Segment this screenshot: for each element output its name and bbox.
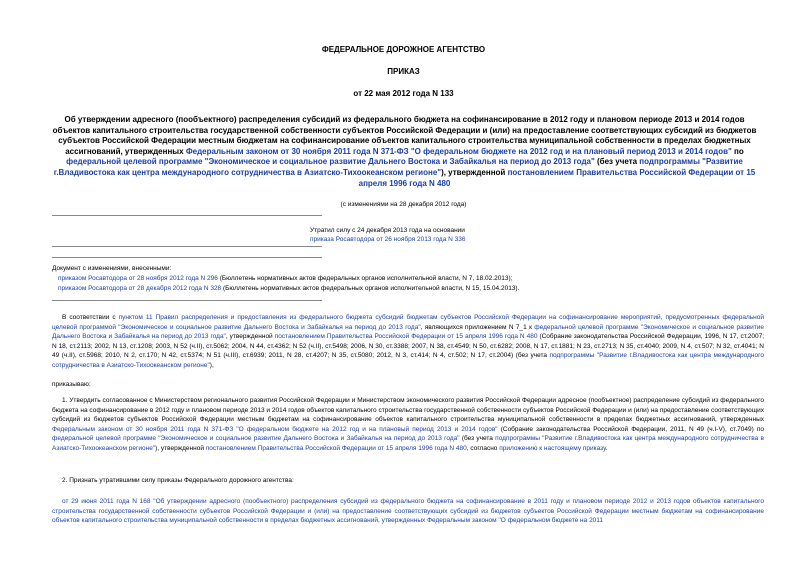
title-text-4: ), утвержденной [441,167,508,177]
item-1-link-appendix[interactable]: приложению к настоящему приказу [499,444,606,452]
item-1-link-resolution[interactable]: постановлением Правительства Российской Федерации от 15 апреля 1996 года N 480 [205,444,467,452]
divider [52,246,322,247]
document-date-number: от 22 мая 2012 года N 133 [353,89,454,98]
item-1-link-program[interactable]: федеральной целевой программе "Экономическое и социальное развитие Дальнего Востока и Забайкалья на период до 2013 года" [52,435,460,443]
amending-doc-text-2: (Бюллетень нормативных актов федеральных органов исполнительной власти, N 15, 15.04.2013). [221,285,520,292]
item-1-text: (без учета [459,435,496,443]
divider [52,300,322,301]
preamble-text: , утвержденной [225,333,275,341]
amending-docs-heading: Документ с изменениями, внесенными: [52,265,172,272]
divider [52,215,322,216]
amending-doc-link-1[interactable]: приказом Росавтодора от 28 ноября 2012 года N 296 [58,275,218,282]
title-link-federal-law[interactable]: Федеральным законом от 30 ноября 2011 года N 371-ФЗ "О федеральном бюджете на 2012 год и на плановый период 2013 и 2014 годов" [185,146,732,156]
amending-doc-item [52,274,772,284]
order-word: приказываю: [52,381,91,388]
document-title [52,115,757,189]
preamble-text: , являющихся приложением N 7_1 к [420,323,535,331]
amending-doc-text-1: (Бюллетень нормативных актов федеральных органов исполнительной власти, N 7, 18.02.2013); [217,275,513,282]
agency-name: ФЕДЕРАЛЬНОЕ ДОРОЖНОЕ АГЕНТСТВО [321,45,486,54]
preamble-text: (Собрание законодательства Российской Федерации, 1996, N 17, ст.2007; N 18, ст.2113; 2002, N 13, ст.1208; 2003, N 52 (ч.II), ст.5062; 2004, N 44, ст.4362; N 52 (ч.II), ст.5498; 2006, N 30, ст.3388; 2007, N 38, ст.4549; N 50, ст.6282; 2008, N 17, ст.1881; N 23, ст.2713; N 35, ст.4040; 2009, N 4, ст.507; N 32, ст.4041; N 49 (ч.II), ст.5968; 2010, N 2, ст.170; N 42, ст.5374; N 51 (ч.III), ст.6939; 2011, N 28, ст.4207; N 35, ст.5080; 2012, N 3, ст.414; N 4, ст.502; N 17, ст.2004) (без учета [52,333,765,360]
item-1-paragraph [52,396,764,454]
preamble-text: В соответствии с [62,314,119,321]
item-2-paragraph: 2. Признать утратившими силу приказы Федерального дорожного агентства: [62,477,294,484]
amendment-note: (с изменениями на 28 декабря 2012 года) [340,201,467,208]
lost-force-note [310,226,610,244]
preamble-link-program[interactable]: федеральной целевой программе "Экономическое и социальное развитие Дальнего Востока и Забайкалья на период до 2013 года" [52,323,764,341]
amending-documents [52,264,772,294]
item-1-text: ), утвержденной [155,444,206,452]
item-1-link-federal-law[interactable]: Федеральным законом от 30 ноября 2011 года N 371-ФЗ "О федеральном бюджете на 2012 год и на плановый период 2013 и 2014 годов" [52,425,498,433]
title-link-resolution[interactable]: постановлением Правительства Российской Федерации от 15 апреля 1996 года N 480 [358,167,756,188]
amending-doc-link-2[interactable]: приказом Росавтодора от 28 декабря 2012 года N 328 [58,285,222,292]
title-text-3: (без учета [594,157,640,167]
preamble-link-rules[interactable]: пунктом 11 Правил распределения и предоставления из федерального бюджета субсидий бюджетам субъектов Российской Федерации на софинансирование мероприятий, предусмотренных федеральной целевой программой "Экономическое и социальное развитие Дальнего Востока и Забайкалья на период до 2013 года" [52,314,764,331]
item-1-text: , согласно [466,444,500,452]
item-1-text: (Собрание законодательства Российской Федерации, 2011, N 49 (ч.I-V), ст.7049) по [497,425,764,433]
item-1-text: 1. Утвердить согласованное с Министерством регионального развития Российской Федерации и Министерством экономического развития Российской Федерации адресное (пообъектное) распределение субсидий из федерального бюджета на софинансирование в 2012 году и плановом периоде 2013 и 2014 годов объектов капитального строительства государственной собственности субъектов Российской Федерации и (или) на предоставление соответствующих субсидий из бюджетов субъектов Российской Федерации местным бюджетам на софинансирование объектов капитального строительства муниципальной собственности в пределах бюджетных ассигнований, утвержденных [52,397,764,424]
preamble-link-resolution[interactable]: постановлением Правительства Российской Федерации от 15 апреля 1996 года N 480 [274,333,538,341]
divider [52,257,322,258]
repealed-order-paragraph [52,497,764,526]
preamble-text: ), [209,361,214,369]
repealed-order-link[interactable]: от 29 июня 2011 года N 168 "Об утверждении адресного (пообъектного) распределения субсидий из федерального бюджета на софинансирование в 2011 году и плановом периоде 2012 и 2013 годов объектов капитального строительства государственной собственности субъектов Российской Федерации и (или) на предоставление соответствующих субсидий из бюджетов субъектов Российской Федерации местным бюджетам на софинансирование объектов капитального строительства муниципальной собственности в пределах бюджетных ассигнований, утвержденных Федеральным законом "О федеральном бюджете на 2011 [52,498,764,525]
title-link-program[interactable]: федеральной целевой программе "Экономическое и социальное развитие Дальнего Востока и Забайкалья на период до 2013 года" [66,157,595,167]
title-text-2: по [731,146,744,156]
lost-force-link[interactable]: приказа Росавтодора от 26 ноября 2013 года N 336 [310,236,466,243]
item-1-link-subprogram[interactable]: подпрограммы "Развитие г.Владивостока как центра международного сотрудничества в Азиатско-Тихоокеанском регионе" [52,435,764,452]
preamble-paragraph [52,313,764,371]
title-link-subprogram[interactable]: подпрограммы "Развитие г.Владивостока как центра международного сотрудничества в Азиатско-Тихоокеанском регионе" [53,157,743,177]
amending-doc-item [52,284,772,294]
preamble-link-subprogram[interactable]: подпрограммы "Развитие г.Владивостока как центра международного сотрудничества в Азиатско-Тихоокеанском регионе" [52,352,764,369]
document-type: ПРИКАЗ [387,67,420,76]
item-1-text: . [605,444,608,452]
lost-force-text: Утратил силу с 24 декабря 2013 года на основании [310,227,465,234]
title-text-1: Об утверждении адресного (пообъектного) распределения субсидий из федерального бюджета на софинансирование в 2012 году и плановом периоде 2013 и 2014 годов объектов капитального строительства государственной собственности субъектов Российской Федерации и (или) на предоставление соответствующих субсидий из бюджетов субъектов Российской Федерации местным бюджетам на софинансирование объектов капитального строительства муниципальной собственности в пределах бюджетных ассигнований, утвержденных [52,115,757,156]
